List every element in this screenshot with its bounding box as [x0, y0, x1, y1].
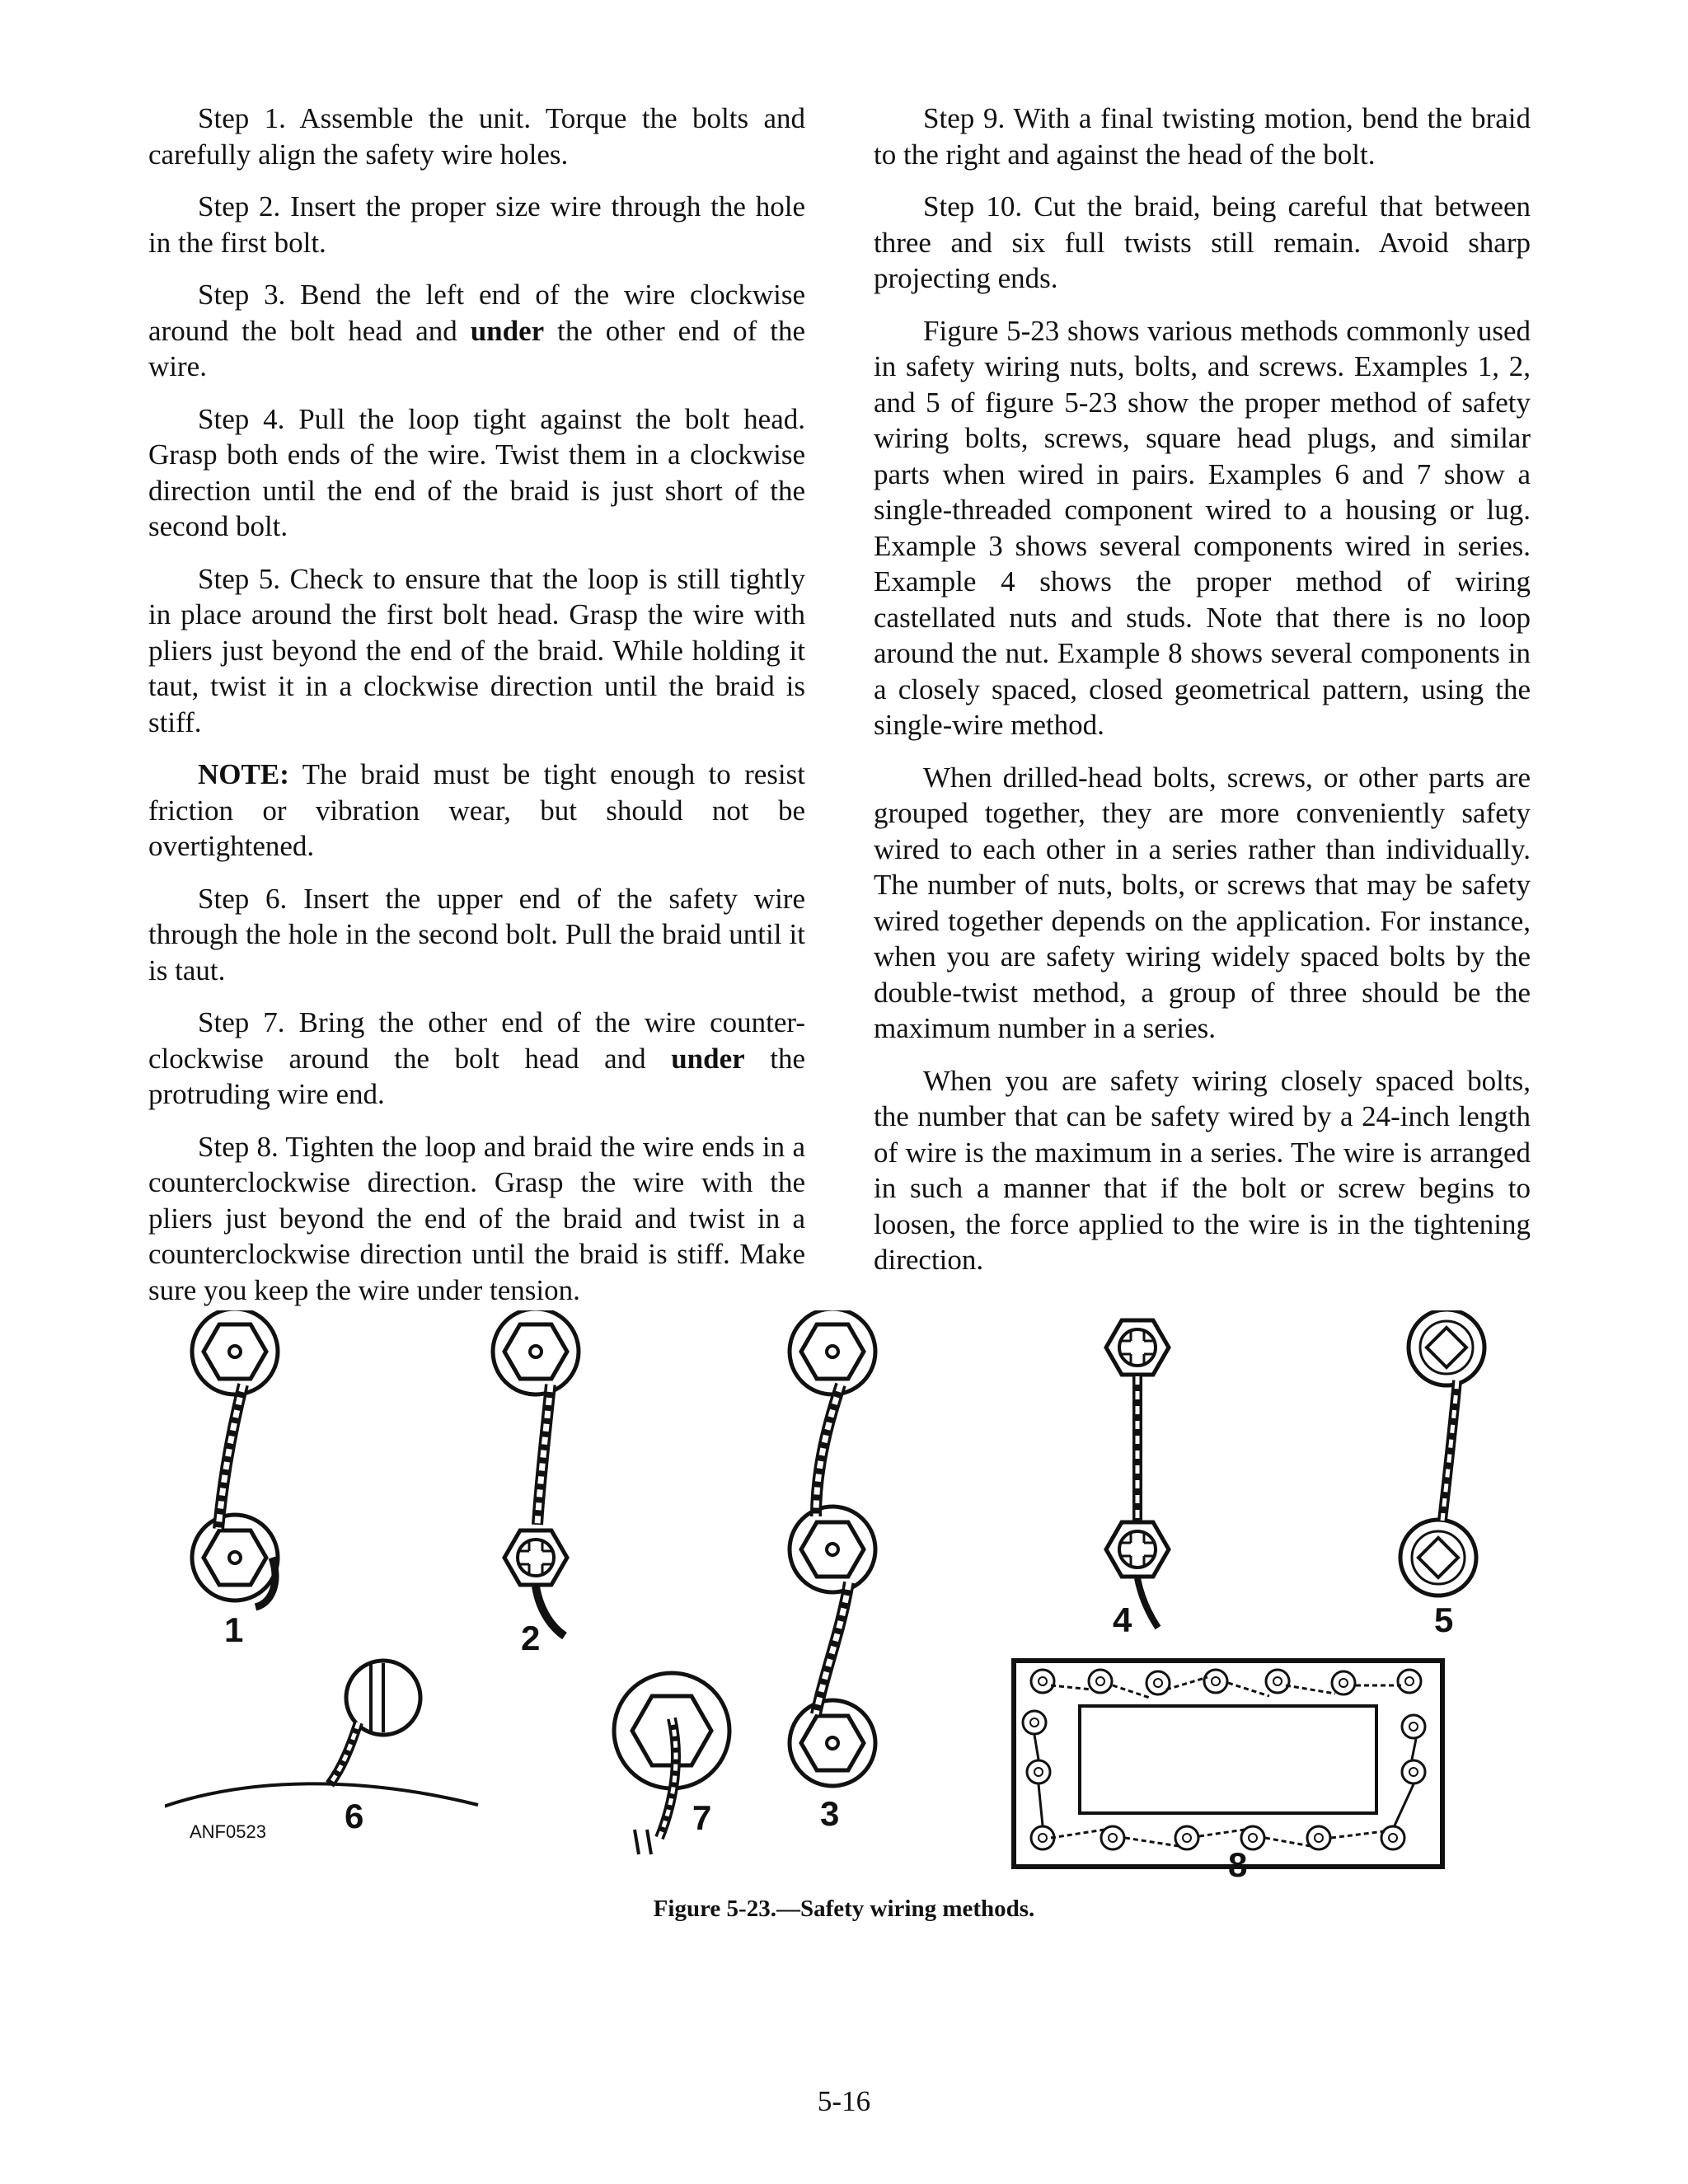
figure-code: ANF0523 — [190, 1821, 266, 1842]
example-4 — [1106, 1320, 1169, 1639]
svg-text:8: 8 — [1228, 1845, 1248, 1884]
svg-text:4: 4 — [1113, 1601, 1132, 1639]
safety-wiring-figure — [165, 1310, 1525, 1887]
svg-text:3: 3 — [820, 1794, 840, 1833]
example-5 — [1400, 1310, 1484, 1639]
example-8 — [1014, 1661, 1442, 1884]
left-column — [148, 101, 805, 1324]
step-3: Step 3. Bend the left end of the wire clockwise around the bolt head and under the other end of the wire. — [148, 279, 805, 382]
step-7: Step 7. Bring the other end of the wire counter-clockwise around the bolt head and under the protruding wire end. — [148, 1006, 805, 1110]
step-4: Step 4. Pull the loop tight against the bolt head. Grasp both ends of the wire. Twist them in a clockwise direction until the end of the braid is just short of the second bolt. — [148, 402, 805, 542]
svg-text:5: 5 — [1434, 1601, 1454, 1639]
right-column — [874, 101, 1531, 1295]
svg-text:2: 2 — [521, 1619, 541, 1657]
step-9: Step 9. With a final twisting motion, bend the braid to the right and against the head of the bolt. — [874, 102, 1531, 171]
example-7 — [614, 1673, 729, 1854]
example-1 — [192, 1310, 278, 1649]
page-number: 5-16 — [817, 2085, 871, 2117]
step-8: Step 8. Tighten the loop and braid the wire ends in a counterclockwise direction. Grasp the wire with the pliers just beyond the end of the braid and twist in a counterclockwise direction until the braid is stiff. Make sure you keep the wire under tension. — [148, 1130, 805, 1306]
step-10: Step 10. Cut the braid, being careful that between three and six full twists still remain. Avoid sharp projecting ends. — [874, 190, 1531, 294]
paragraph-closely-spaced: When you are safety wiring closely spaced bolts, the number that can be safety wired by a 24-inch length of wire is the maximum in a series. The wire is arranged in such a manner that if the bolt or screw begins to loosen, the force applied to the wire is in the tightening direction. — [874, 1064, 1531, 1276]
step-1: Step 1. Assemble the unit. Torque the bolts and carefully align the safety wire holes. — [148, 102, 805, 171]
step-2: Step 2. Insert the proper size wire through the hole in the first bolt. — [148, 190, 805, 259]
example-6 — [165, 1661, 478, 1842]
svg-text:1: 1 — [224, 1610, 244, 1649]
example-3 — [790, 1310, 875, 1833]
svg-text:7: 7 — [692, 1798, 712, 1837]
figure-caption: Figure 5-23.—Safety wiring methods. — [653, 1896, 1035, 1922]
paragraph-grouped-parts: When drilled-head bolts, screws, or other parts are grouped together, they are more conveniently safety wired to each other in a series rather than individually. The number of nuts, bolts, or screws that may be safety wired together depends on the application. For instance, when you are safety wiring widely spaced bolts by the double-twist method, a group of three should be the maximum number in a series. — [874, 761, 1531, 1044]
step-6: Step 6. Insert the upper end of the safety wire through the hole in the second bolt. Pull the braid until it is taut. — [148, 882, 805, 987]
step-5: Step 5. Check to ensure that the loop is still tightly in place around the first bolt head. Grasp the wire with pliers just beyond the end of the braid. While holding it taut, twist it in a clockwise direction until the braid is stiff. — [148, 562, 805, 738]
example-2 — [493, 1310, 579, 1657]
note: NOTE: The braid must be tight enough to resist friction or vibration wear, but should not be overtightened. — [148, 758, 805, 862]
paragraph-figure-overview: Figure 5-23 shows various methods commonly used in safety wiring nuts, bolts, and screws. Examples 1, 2, and 5 of figure 5-23 show the proper method of safety wiring bolts, screws, square head plugs, and similar parts when wired in pairs. Examples 6 and 7 show a single-threaded component wired to a housing or lug. Example 3 shows several components wired in series. Example 4 shows the proper method of wiring castellated nuts and studs. Note that there is no loop around the nut. Example 8 shows several components in a closely spaced, closed geometrical pattern, using the single-wire method. — [874, 314, 1531, 741]
svg-text:6: 6 — [345, 1797, 364, 1835]
note-label: NOTE: — [198, 758, 289, 790]
